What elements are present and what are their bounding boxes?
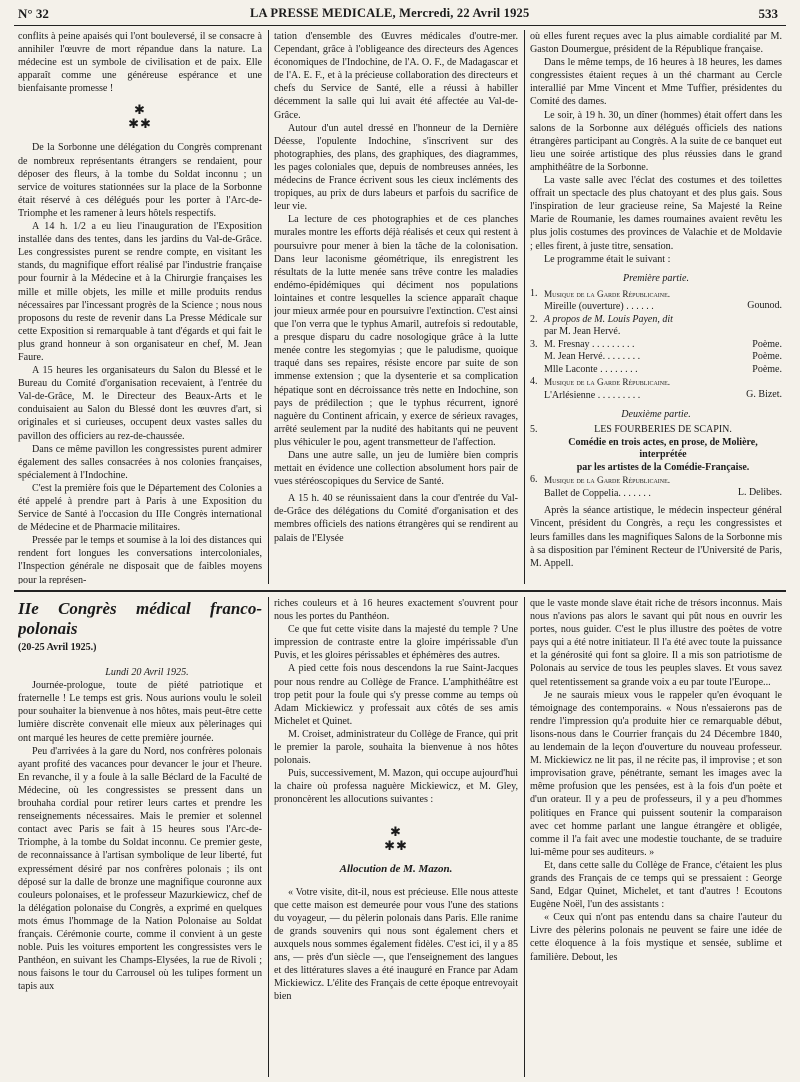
paragraph: A 14 h. 1/2 a eu lieu l'inauguration de l'Exposition installée dans des tentes, dans les jardins du Val-de-Grâce. Les congressistes purent se rendre compte, en visitant les stands, du magnifique effort réalisé par l'industrie française pour fournir à la Médecine et à la Chirurgie françaises les mille et mille objets, les mille et mille produits rendus nécessaires par l'incessant progrès de la Science ; nous nous proposons du reste de revenir dans La Presse Médicale sur cette Exposition si remarquable à tant d'égards et qui fait le plus grand honneur à son organisateur en chef, M. Jean Faure. [18, 221, 262, 363]
issue-number: N° 32 [18, 6, 49, 21]
article-title: IIe Congrès médical franco-polonais [18, 599, 262, 638]
article-subtitle: (20-25 Avril 1925.) [18, 642, 97, 653]
program-item: 5. LES FOURBERIES DE SCAPIN. Comédie en trois actes, en prose, de Molière, interprétée par les artistes de la Comédie-Française. [530, 424, 758, 473]
paragraph: De la Sorbonne une délégation du Congrès comprenant de nombreux représentants étrangers se rendaient, pour déposer des fleurs, à la tombe du Soldat inconnu ; un service de voitures stationnées sur la place de la Sorbonne était réservé à ces délégués pour les porter à l'Arc-de-Triomphe et les ramener à leurs hôtels respectifs. [18, 142, 262, 219]
dateline: Lundi 20 Avril 1925. [105, 667, 189, 679]
paragraph: Ce que fut cette visite dans la majesté du temple ? Une impression de contraste entre la gloire impérissable d'un Puvis, et les gloires périssables et éphémères des autres. [274, 624, 518, 662]
paragraph: La vaste salle avec l'éclat des costumes et des toilettes offrait un spectacle des plus chatoyant et des plus gais. Sous l'inspiration de leur gracieuse reine, Sa Majesté la Reine Marie de Roumanie, les dames roumaines avaient revêtu les plus jolis costumes des provinces de Valachie et de Moldavie ; elles firent, à juste titre, sensation. [530, 175, 782, 252]
program-part-title: Première partie. [623, 272, 689, 284]
column-rule [524, 30, 525, 584]
paragraph: Dans une autre salle, un jeu de lumière bien compris mettait en évidence une collection absolument hors pair de vues stéréoscopiques du Service de Santé. [274, 450, 518, 488]
header-rule [14, 25, 786, 26]
paragraph: « Ceux qui n'ont pas entendu dans sa chaire l'auteur du Livre des pèlerins polonais ne peuvent se faire une idée de cette éloquence à la fois mystique et sensée, sublime et familière. Debout, les [530, 912, 782, 963]
paragraph: tation d'ensemble des Œuvres médicales d'outre-mer. Cependant, grâce à l'obligeance des directeurs des Agences économiques de l'Indochine, de l'A. O. F., de Madagascar et de l'A. E. F., et à la précieuse collaboration des directeurs et chefs du Service de Santé, elle a réussi à habiller décemment la salle qui lui avait été affectée au Val-de-Grâce. [274, 31, 518, 121]
paragraph: Dans le même temps, de 16 heures à 18 heures, les dames congressistes étaient reçues à un thé charmant au Cercle interallié par Mme Vincent et Mme Tuffier, présidentes du Comité des dames. [530, 57, 782, 108]
bottom-column-1 [18, 597, 262, 1077]
paragraph: où elles furent reçues avec la plus aimable cordialité par M. Gaston Doumergue, président de la République française. [530, 31, 782, 56]
paragraph: Et, dans cette salle du Collège de France, c'étaient les plus grands des Français de ce temps qui se pressaient : George Sand, Edgar Quinet, Michelet, et tant d'autres ! Ecoutons Eugène Noël, l'un des assistants : [530, 859, 782, 911]
program-item: 2. A propos de M. Louis Payen, dit par M. Jean Hervé. [530, 313, 673, 338]
paragraph: A 15 heures les organisateurs du Salon du Blessé et le Bureau du Comité d'organisation recevaient, à l'entrée du Val-de-Grâce, M. le Directeur des Beaux-Arts et le conduisaient au Salon du Blessé dont les œuvres d'art, si originales et si curieuses, occupent deux vastes salles du pavillon des officiers au rez-de-chaussée. [18, 365, 262, 442]
paragraph: Puis, successivement, M. Mazon, qui occupe aujourd'hui la chaire où professa naguère Mickiewicz, et M. Gley, prononcèrent les allocutions suivantes : [274, 768, 518, 806]
paragraph: Peu d'arrivées à la gare du Nord, nos confrères polonais ayant profité des vacances pour devancer le jour et l'heure. En revanche, il y a foule à la salle Béclard de la Faculté de Médecine, où les congressistes se pressent dans un brouhaha cordial pour retirer leurs cartes et prendre les renseignements nécessaires. Mais le premier et solennel contact avec Paris se fait à 15 heures sous l'Arc-de-Triomphe, à la tombe du Soldat inconnu. Ce premier geste, de reconnaissance à l'artisan symbolique de leur liberté, fut expressément désiré par nos confrères polonais ; ils ont déposé sur la dalle de bronze une magnifique couronne aux couleurs polonaises, et le professeur Mazurkiewicz, chef de la délégation polonaise du Congrès, a exprimé en quelques mots émus l'hommage de la Nation Polonaise au Soldat français. Cérémonie courte, comme il convient à un geste noble. Puis les voitures emportent les congressistes vers le Panthéon, en suivant les Champs-Elysées, la rue de Rivoli ; nous faisons le tour du Carrousel où les tulipes forment un tapis aux [18, 745, 262, 993]
paragraph: M. Croiset, administrateur du Collège de France, qui prit le premier la parole, souhaita la bienvenue à nos hôtes polonais. [274, 728, 518, 767]
bottom-column-2 [274, 597, 518, 1077]
paragraph: conflits à peine apaisés qui l'ont bouleversé, il se consacre à annihiler l'œuvre de mort répandue dans la nature. La médecine est un symbole de civilisation et de paix. Elle apparaît comme une généreuse espérance et une bienfaisante promesse ! [18, 31, 262, 95]
paragraph: La lecture de ces photographies et de ces planches murales montre les efforts déjà réalisés et ceux qui restent à poursuivre pour mener à bien la tâche de la colonisation. Dans leur laconisme géométrique, ils enregistrent les résultats de la lutte menée sans trêve contre les maladies endémo-épidémiques qui déciment nos populations lointaines et contre lesquelles la science apparaît chaque jour mieux armée pour en poursuivre l'extinction. C'est ainsi que l'on verra que le typhus Amaril, autrefois si redoutable, a presque disparu du cadre nosologique grâce à la lutte menée contre les stegomyias ; que le paludisme, quoique traqué dans ses repaires, résiste encore par suite de son immense extension ; que la dysenterie et sa complication hépatique sont en décroissance très nette en Indochine, son pays de prédilection ; que le typhus récurrent, ignoré naguère du Continent africain, y exerce de sérieux ravages, arrêté seulement par la nudité des habitants qui ne peuvent plus véhiculer le pou, agent transmetteur de l'affection. [274, 214, 518, 448]
paragraph: Journée-prologue, toute de piété patriotique et fraternelle ! Le temps est gris. Nous aurions voulu le soleil pour souhaiter la bienvenue à nos hôtes, mais peut-être cette lumière discrète convenait elle mieux aux pèlerinages qui ont marqué les heures de cette première journée. [18, 680, 262, 744]
page-header [0, 0, 800, 26]
program-item: 1. Musique de la Garde Républicaine. Mireille (ouverture) . . . . . . Gounod. [530, 287, 782, 313]
journal-title: LA PRESSE MEDICALE, Mercredi, 22 Avril 1925 [250, 6, 530, 20]
paragraph: Après la séance artistique, le médecin inspecteur général Vincent, président du Congrès, a reçu les congressistes et leurs familles dans les magnifiques Salons de la Sorbonne mis à sa disposition par l'éminent Recteur de l'Université de Paris, M. Appell. [530, 505, 782, 569]
paragraph: que le vaste monde slave était riche de trésors inconnus. Mais nous n'avions pas alors le savant qui pût nous en ouvrir les portes, nous guider. C'est le plus illustre des poètes de votre pays qui a été notre initiateur. Il l'a été avec toute la puissance et la générosité qui font sa gloire. Il a mis son patriotisme de Polonais au service de tous les peuples slaves. Et vous savez quel retentissement sa grande voix a eu par toute l'Europe... [530, 598, 782, 688]
program-item: 3. M. Fresnay . . . . . . . . . M. Jean Hervé. . . . . . . . Mlle Laconte . . . . . . . . Poème. Poème. Poème. [530, 338, 782, 375]
bottom-column-3 [530, 597, 782, 1077]
program-table-part-2 [530, 424, 782, 500]
program-item: 4. Musique de la Garde Républicaine. L'Arlésienne . . . . . . . . . G. Bizet. [530, 376, 782, 401]
paragraph: Autour d'un autel dressé en l'honneur de la Dernière Déesse, l'opulente Indochine, s'inscrivent sur des photographies, des plans, des graphiques, des diagrammes, les pages coloniales que, depuis de nombreuses années, les médecins de France écrivent sous les cieux incléments des tropiques, au prix de durs labeurs et parfois du sacrifice de leur vie. [274, 122, 518, 213]
paragraph: A pied cette fois nous descendons la rue Saint-Jacques pour nous rendre au Collège de France. L'amphithéâtre est trop petit pour la foule qui s'y presse comme au temps où Adam Mickiewicz y professait aux côtés de ses amis Michelet et Quinet. [274, 663, 518, 727]
program-item: 6. Musique de la Garde Républicaine. Ballet de Coppelia. . . . . . . L. Delibes. [530, 474, 782, 499]
column-rule [268, 30, 269, 584]
article-separator [14, 590, 786, 592]
top-column-2 [274, 30, 518, 584]
paragraph: Dans ce même pavillon les congressistes purent admirer également des salles consacrées à nos colonies françaises, spécialement à l'Indochine. [18, 443, 262, 481]
program-part-title: Deuxième partie. [621, 409, 691, 421]
section-divider-stars: ✱ ✱✱ [128, 102, 152, 132]
page-number: 533 [758, 6, 778, 21]
paragraph: riches couleurs et à 16 heures exactement s'ouvrent pour nous les portes du Panthéon. [274, 598, 518, 623]
paragraph: A 15 h. 40 se réunissaient dans la cour d'entrée du Val-de-Grâce des délégations du Comité d'organisation et des membres officiels des nations étrangères qui se rendirent au palais de l'Elysée [274, 493, 518, 544]
column-rule [524, 597, 525, 1077]
allocution-title: Allocution de M. Mazon. [339, 862, 453, 875]
paragraph: « Votre visite, dit-il, nous est précieuse. Elle nous atteste que cette maison est demeurée pour vous l'une des stations du voyageur, — du pèlerin polonais dans Paris. Elle ranime de grands souvenirs qui nous sont également chers et auxquels nous sommes également fidèles. C'est ici, il y a 85 ans, — près d'un siècle —, que l'enseignement des langues et des littératures slaves a été inauguré en France par Adam Mickiewicz. L'élite des Français de cette époque entrevoyait bien [274, 886, 518, 1003]
paragraph: Le soir, à 19 h. 30, un dîner (hommes) était offert dans les salons de la Sorbonne aux délégués officiels des nations étrangères participant au Congrès. A la suite de ce banquet eut lieu une soirée artistique des plus réussies dans le grand amphithéâtre de la Sorbonne. [530, 109, 782, 173]
paragraph: C'est la première fois que le Département des Colonies a été appelé à prendre part à Paris à une Exposition du Service de Santé à l'occasion du IIIe Congrès international de Médecine et de Pharmacie militaires. [18, 482, 262, 534]
program-table-part-1 [530, 288, 782, 403]
paragraph: Le programme était le suivant : [544, 253, 671, 265]
column-rule [268, 597, 269, 1077]
top-column-3 [530, 30, 782, 584]
top-column-1 [18, 30, 262, 584]
section-divider-stars: ✱ ✱✱ [384, 823, 408, 853]
paragraph: Pressée par le temps et soumise à la loi des distances qui rendent fort longues les conversations intercoloniales, l'Inspection générale ne disposait que de faibles moyens pour la représen- [18, 535, 262, 584]
paragraph: Je ne saurais mieux vous le rappeler qu'en évoquant le témoignage des contemporains. « Nous n'essaierons pas de rendre l'impression qu'a produite hier ce remarquable début, lisons-nous dans le Courrier français du 24 Décembre 1840, au lendemain de la leçon d'ouverture du nouveau professeur. M. Mickiewicz ne lit pas, il ne récite pas, il improvise ; et son improvisation grave, pénétrante, semant les images avec la même profusion que les pensées, est à la fois d'un poète et d'un orateur. Il y a peu de professeurs, il y a peu d'hommes politiques en France qui puissent soutenir la comparaison avec cet homme parlant une langue étrangère et obligée, comme il l'a fait avec une modestie touchante, de se traduire lui-même pour ses auditeurs. » [530, 689, 782, 858]
